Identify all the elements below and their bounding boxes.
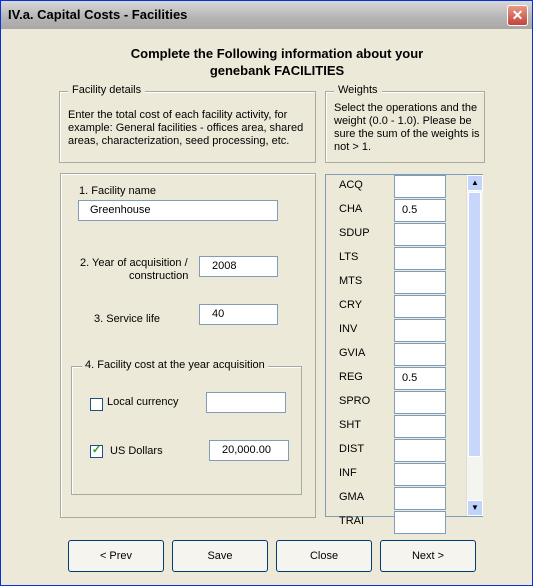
- us-dollars-label: US Dollars: [110, 445, 163, 457]
- weight-code: SHT: [339, 419, 361, 431]
- title-bar[interactable]: [1, 1, 532, 29]
- weight-code: GMA: [339, 491, 365, 503]
- weight-row: [326, 367, 466, 391]
- arrow-up-icon: ▲: [471, 178, 479, 187]
- weights-info-frame: [325, 84, 485, 163]
- check-mark-icon: ✓: [91, 444, 102, 456]
- local-currency-input[interactable]: [206, 392, 286, 413]
- service-life-label: 3. Service life: [94, 313, 161, 325]
- weight-code: SDUP: [339, 227, 370, 239]
- weight-code: CRY: [339, 299, 363, 311]
- weight-row: [326, 511, 466, 535]
- weight-input[interactable]: [394, 487, 446, 510]
- weight-code: REG: [339, 371, 363, 383]
- weight-code: INV: [339, 323, 358, 335]
- weight-row: [326, 295, 466, 319]
- facility-form-frame: [60, 173, 316, 518]
- heading-line-2: genebank FACILITIES: [209, 63, 345, 78]
- weight-input[interactable]: [394, 391, 446, 414]
- close-window-button[interactable]: [507, 5, 528, 26]
- weight-row: [326, 175, 466, 199]
- weight-input[interactable]: [394, 175, 446, 198]
- us-dollars-input[interactable]: 20,000.00: [209, 440, 289, 461]
- local-currency-checkbox[interactable]: [90, 398, 103, 411]
- weight-row: [326, 391, 466, 415]
- weight-input[interactable]: 0.5: [394, 199, 446, 222]
- weight-input[interactable]: [394, 415, 446, 438]
- dialog-body: [4, 32, 529, 582]
- weight-input[interactable]: [394, 511, 446, 534]
- weights-list: [325, 174, 483, 527]
- facility-cost-legend: 4. Facility cost at the year acquisition: [82, 359, 268, 371]
- weight-code: ACQ: [339, 179, 363, 191]
- weight-row: [326, 487, 466, 511]
- local-currency-label: Local currency: [107, 396, 179, 408]
- heading-line-1: Complete the Following information about your: [130, 46, 424, 61]
- weight-input[interactable]: [394, 247, 446, 270]
- prev-button[interactable]: < Prev: [68, 540, 164, 572]
- us-dollars-checkbox[interactable]: [90, 445, 103, 458]
- weight-input[interactable]: [394, 319, 446, 342]
- weight-code: INF: [339, 467, 357, 479]
- weight-row: [326, 439, 466, 463]
- facility-details-frame: [59, 84, 316, 163]
- service-life-input[interactable]: 40: [199, 304, 278, 325]
- page-heading: [64, 45, 490, 79]
- weight-code: LTS: [339, 251, 359, 263]
- scroll-down-button[interactable]: [467, 500, 483, 516]
- next-button[interactable]: Next >: [380, 540, 476, 572]
- facility-name-input[interactable]: Greenhouse: [78, 200, 278, 221]
- scroll-up-button[interactable]: [467, 175, 483, 191]
- year-label-line-1: 2. Year of acquisition /: [80, 257, 188, 269]
- weight-input[interactable]: [394, 463, 446, 486]
- weight-input[interactable]: [394, 439, 446, 462]
- weight-row: [326, 223, 466, 247]
- arrow-down-icon: ▼: [471, 503, 479, 512]
- close-icon: ✕: [511, 7, 524, 23]
- weight-code: GVIA: [339, 347, 366, 359]
- facility-details-legend: Facility details: [68, 84, 145, 96]
- weight-code: TRAI: [339, 515, 365, 527]
- weight-row: [326, 247, 466, 271]
- weight-row: [326, 343, 466, 367]
- weight-code: DIST: [339, 443, 365, 455]
- facility-cost-frame: [71, 359, 302, 495]
- weight-code: CHA: [339, 203, 363, 215]
- close-button[interactable]: Close: [276, 540, 372, 572]
- weight-row: [326, 199, 466, 223]
- weight-input[interactable]: [394, 271, 446, 294]
- weight-row: [326, 319, 466, 343]
- weight-row: [326, 415, 466, 439]
- save-button[interactable]: Save: [172, 540, 268, 572]
- weight-input[interactable]: [394, 295, 446, 318]
- window-title: IV.a. Capital Costs - Facilities: [8, 7, 188, 22]
- scroll-thumb[interactable]: [468, 192, 481, 457]
- weight-row: [326, 463, 466, 487]
- weight-code: MTS: [339, 275, 363, 287]
- weight-input[interactable]: [394, 343, 446, 366]
- weight-input[interactable]: [394, 223, 446, 246]
- weight-input[interactable]: 0.5: [394, 367, 446, 390]
- year-label-line-2: construction: [129, 270, 189, 282]
- facility-name-label: 1. Facility name: [79, 185, 157, 197]
- weight-code: SPRO: [339, 395, 371, 407]
- weights-info-legend: Weights: [334, 84, 382, 96]
- weights-info-text: Select the operations and the weight (0.0 - 1.0). Please be sure the sum of the weights is not > 1.: [334, 102, 480, 153]
- weight-row: [326, 271, 466, 295]
- weights-scrollbar[interactable]: [466, 175, 483, 516]
- year-input[interactable]: 2008: [199, 256, 278, 277]
- facility-details-text: Enter the total cost of each facility activity, for example: General facilities - offices area, shared areas, characterization, seed processing, etc.: [68, 109, 304, 147]
